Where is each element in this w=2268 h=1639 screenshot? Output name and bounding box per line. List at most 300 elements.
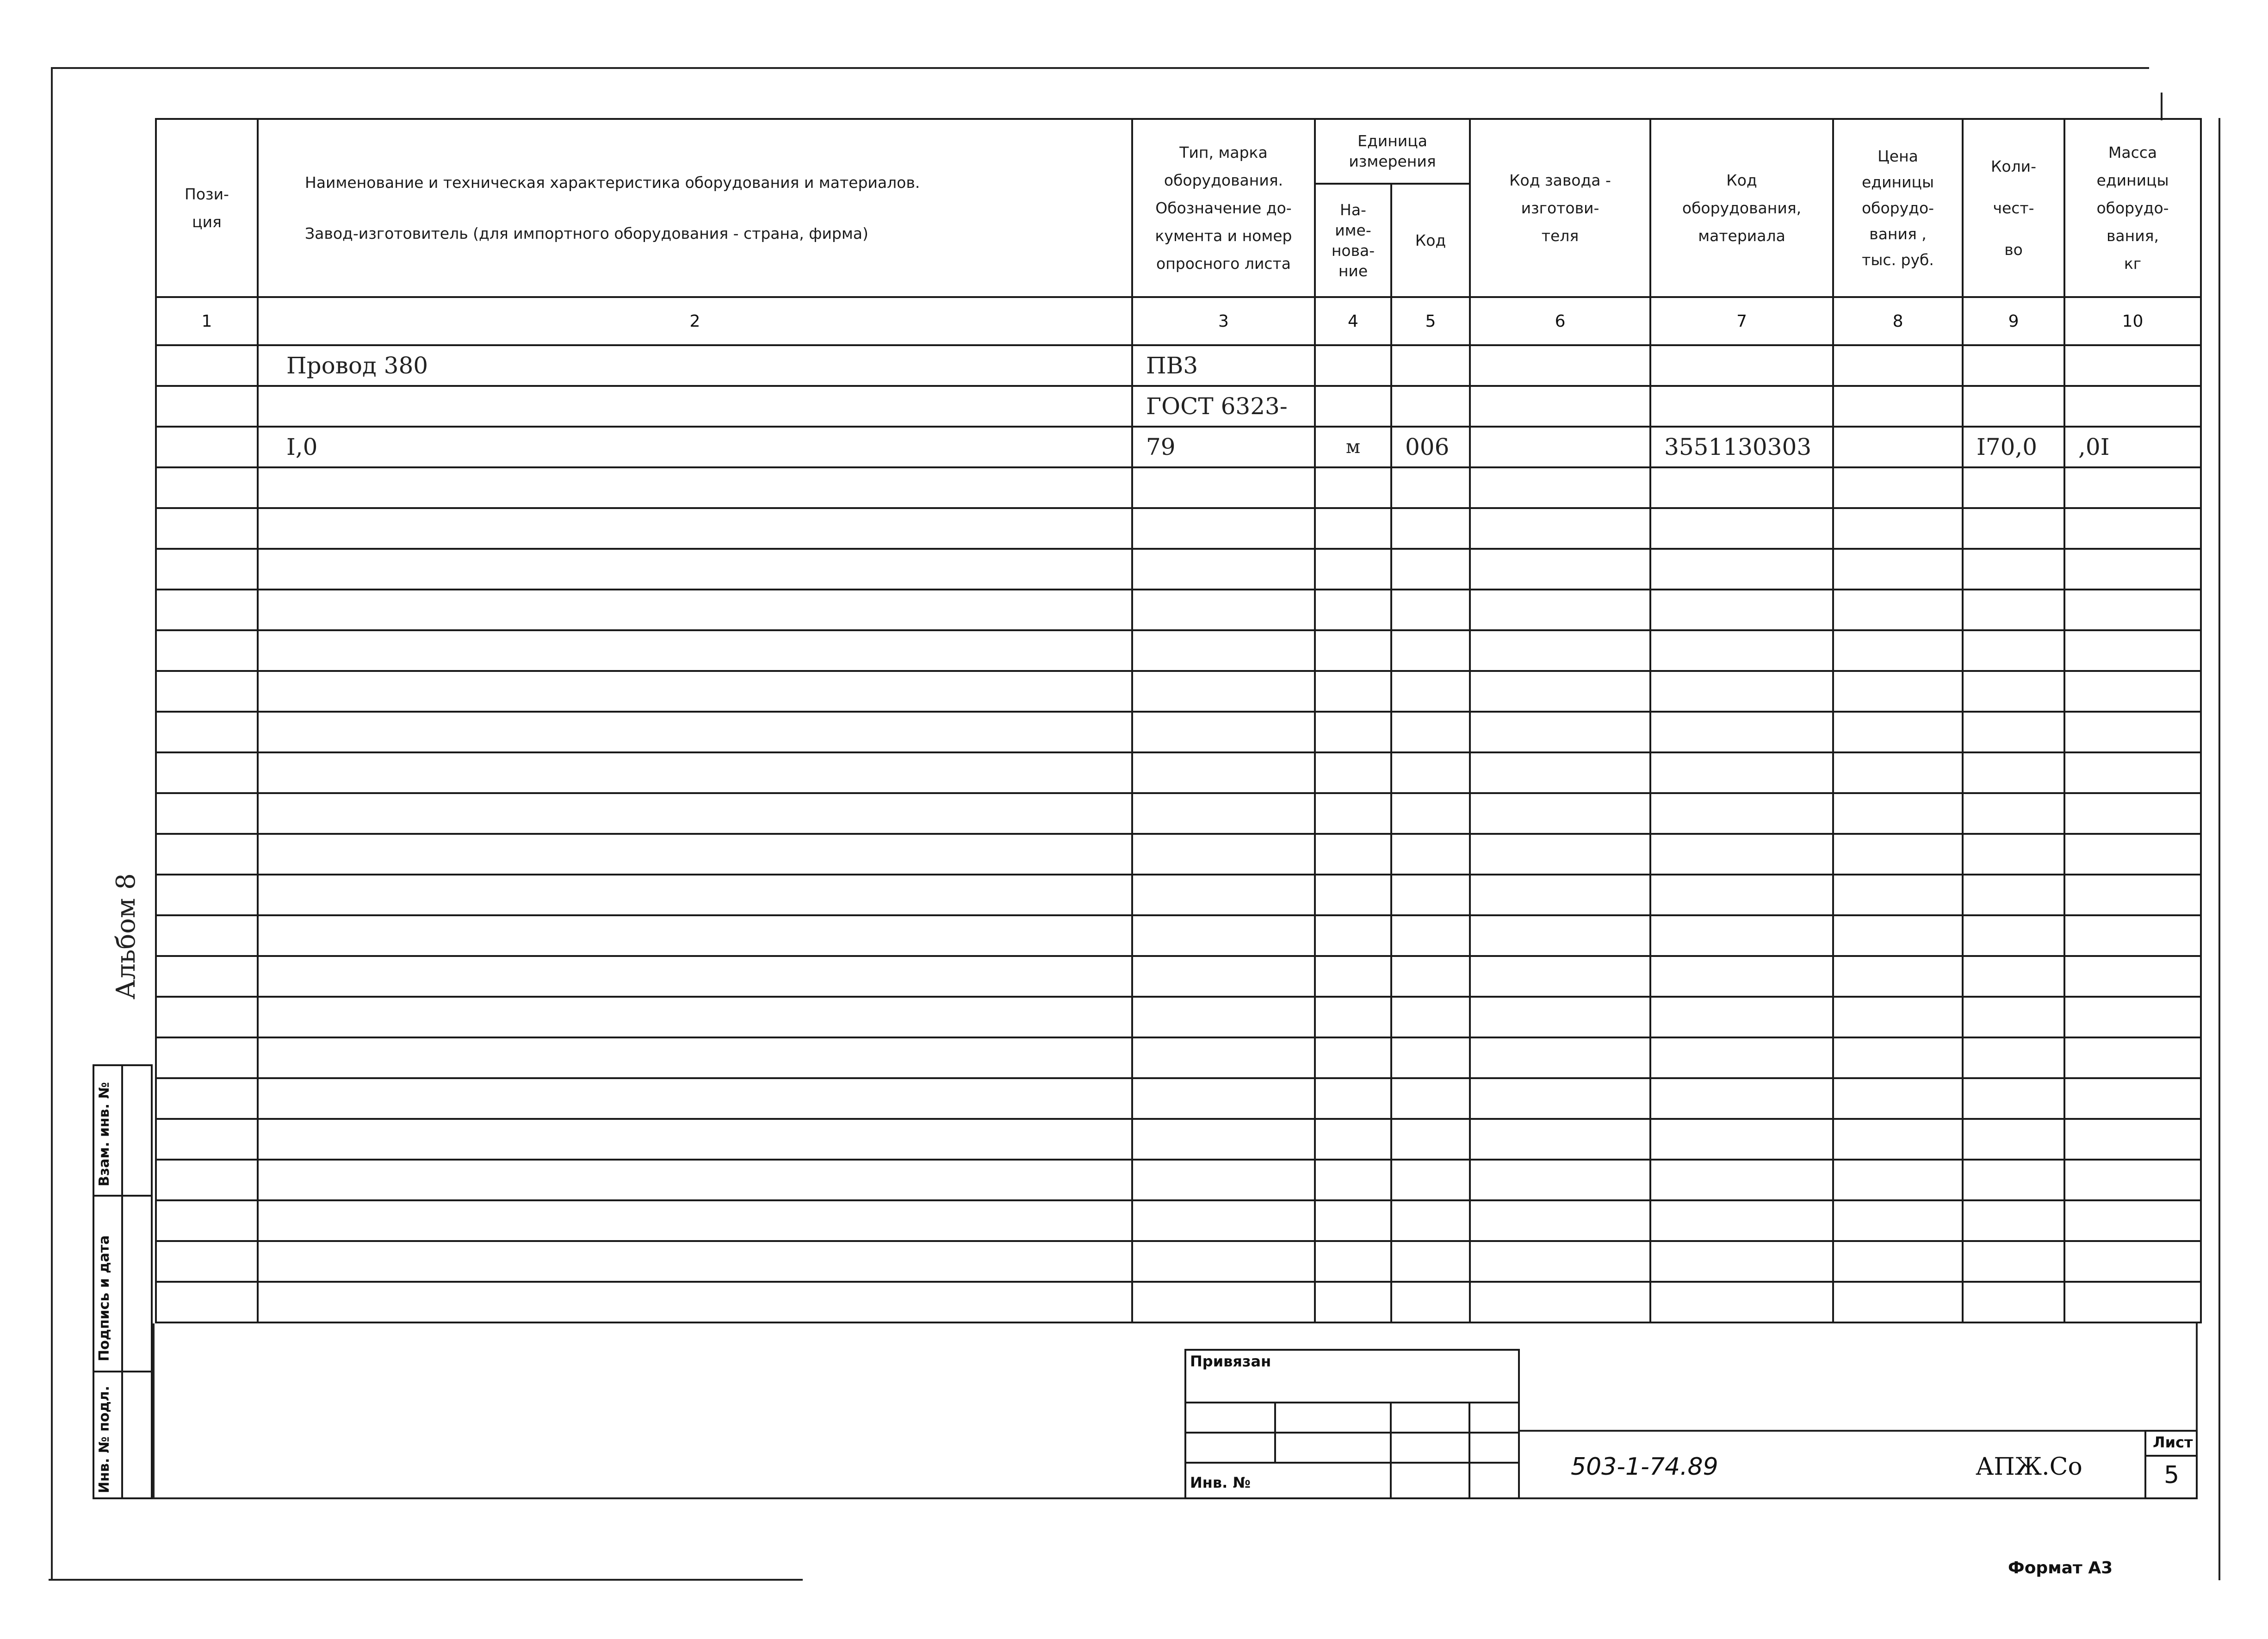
header-position: [156, 119, 258, 297]
cell-quantity: [1963, 345, 2064, 386]
empty-cell: [156, 467, 258, 508]
empty-cell: [1650, 1282, 1833, 1322]
empty-cell: [156, 590, 258, 630]
empty-cell: [1470, 712, 1650, 752]
empty-cell: [156, 1078, 258, 1119]
empty-cell: [2064, 1160, 2201, 1200]
empty-cell: [1833, 590, 1963, 630]
empty-cell: [2064, 834, 2201, 875]
empty-cell: [156, 1241, 258, 1282]
stamp-cell-signature-date-label: Подпись и дата: [96, 1235, 112, 1361]
cell-position: [156, 386, 258, 427]
empty-cell: [1391, 712, 1470, 752]
side-stamp-block: [93, 1064, 153, 1499]
empty-cell: [1650, 549, 1833, 590]
column-number: 4: [1315, 297, 1391, 345]
empty-cell: [1132, 590, 1315, 630]
empty-cell: [2064, 1200, 2201, 1241]
binding-label: Привязан: [1190, 1353, 1271, 1370]
column-number: 5: [1391, 297, 1470, 345]
cell-unit: м: [1315, 427, 1391, 467]
empty-cell: [1132, 1200, 1315, 1241]
empty-cell: [156, 752, 258, 793]
empty-cell: [258, 549, 1132, 590]
cell-unit: [1315, 386, 1391, 427]
empty-cell: [1470, 1078, 1650, 1119]
table-row: [156, 834, 2201, 875]
header-text: кг: [2124, 254, 2142, 273]
sheet-label: Лист: [2153, 1434, 2193, 1451]
empty-cell: [1650, 467, 1833, 508]
empty-cell: [1470, 752, 1650, 793]
empty-cell: [2064, 1119, 2201, 1160]
empty-cell: [156, 1037, 258, 1078]
empty-cell: [258, 712, 1132, 752]
empty-cell: [1963, 630, 2064, 671]
empty-cell: [1391, 1160, 1470, 1200]
header-text: На-: [1340, 200, 1366, 219]
header-name: [258, 119, 1132, 297]
empty-cell: [1315, 752, 1391, 793]
column-number: 6: [1470, 297, 1650, 345]
empty-cell: [1470, 1282, 1650, 1322]
empty-cell: [258, 590, 1132, 630]
empty-cell: [1470, 630, 1650, 671]
cell-price: [1833, 427, 1963, 467]
cell-position: [156, 427, 258, 467]
empty-cell: [258, 508, 1132, 549]
empty-cell: [156, 875, 258, 915]
empty-cell: [1833, 712, 1963, 752]
document-code: АПЖ.Со: [1976, 1453, 2082, 1481]
header-type: [1132, 119, 1315, 297]
cell-quantity: I70,0: [1963, 427, 2064, 467]
stamp-cell-replace-inv-label: Взам. инв. №: [96, 1082, 112, 1186]
empty-cell: [258, 467, 1132, 508]
empty-cell: [1132, 1241, 1315, 1282]
table-row: [156, 386, 2201, 427]
frame-left-line: [51, 67, 53, 1580]
stamp-strip-top-line: [1520, 1430, 2198, 1432]
empty-cell: [1650, 834, 1833, 875]
cell-unit-code: [1391, 345, 1470, 386]
header-text: оборудо-: [1861, 199, 1934, 217]
empty-cell: [1833, 1037, 1963, 1078]
binding-col-line: [1390, 1402, 1392, 1497]
empty-cell: [156, 1119, 258, 1160]
empty-cell: [258, 1160, 1132, 1200]
frame-top-line: [51, 67, 2149, 69]
empty-cell: [156, 671, 258, 712]
header-unit-code: Код: [1391, 184, 1470, 297]
empty-cell: [1132, 630, 1315, 671]
table-row: [156, 630, 2201, 671]
empty-cell: [258, 630, 1132, 671]
table-row: [156, 1078, 2201, 1119]
empty-cell: [1315, 508, 1391, 549]
empty-cell: [1315, 1160, 1391, 1200]
binding-col-line: [1469, 1402, 1470, 1497]
header-text: единицы: [2096, 171, 2169, 189]
sheet-number-box: [2144, 1430, 2198, 1499]
frame-right-line: [2218, 118, 2220, 1580]
empty-cell: [258, 956, 1132, 997]
empty-cell: [2064, 590, 2201, 630]
empty-cell: [1833, 915, 1963, 956]
empty-cell: [258, 1241, 1132, 1282]
empty-cell: [1963, 1078, 2064, 1119]
header-text: опросного листа: [1156, 254, 1291, 273]
empty-cell: [1963, 997, 2064, 1037]
empty-cell: [1391, 875, 1470, 915]
empty-cell: [1963, 508, 2064, 549]
column-number: 7: [1650, 297, 1833, 345]
column-number: 10: [2064, 297, 2201, 345]
empty-cell: [1833, 508, 1963, 549]
empty-cell: [2064, 712, 2201, 752]
empty-cell: [1315, 712, 1391, 752]
empty-cell: [1132, 712, 1315, 752]
header-unit-group: Единица измерения: [1315, 119, 1470, 184]
header-quantity: [1963, 119, 2064, 297]
empty-cell: [1833, 1119, 1963, 1160]
empty-cell: [2064, 630, 2201, 671]
empty-cell: [1315, 997, 1391, 1037]
table-row: [156, 427, 2201, 467]
header-text: единицы: [1861, 173, 1934, 191]
header-price: [1833, 119, 1963, 297]
header-mass: [2064, 119, 2201, 297]
empty-cell: [1650, 1160, 1833, 1200]
header-text: теля: [1541, 226, 1579, 245]
empty-cell: [1963, 1037, 2064, 1078]
empty-cell: [156, 793, 258, 834]
empty-cell: [1391, 834, 1470, 875]
table-row: [156, 997, 2201, 1037]
empty-cell: [1132, 752, 1315, 793]
empty-cell: [1391, 590, 1470, 630]
bottom-area-base-line: [153, 1497, 2198, 1499]
header-text: Обозначение до-: [1155, 199, 1292, 217]
header-text: нова-: [1331, 241, 1375, 260]
empty-cell: [1470, 875, 1650, 915]
cell-factory-code: [1470, 427, 1650, 467]
table-row: [156, 549, 2201, 590]
empty-cell: [1470, 549, 1650, 590]
header-equipment-code: [1650, 119, 1833, 297]
empty-cell: [1833, 467, 1963, 508]
empty-cell: [1132, 671, 1315, 712]
empty-cell: [2064, 752, 2201, 793]
empty-cell: [1833, 549, 1963, 590]
empty-cell: [1470, 834, 1650, 875]
table-row: [156, 712, 2201, 752]
empty-cell: [1650, 1037, 1833, 1078]
empty-cell: [1650, 590, 1833, 630]
empty-cell: [1963, 1160, 2064, 1200]
empty-cell: [1963, 834, 2064, 875]
empty-cell: [1963, 915, 2064, 956]
empty-cell: [1833, 875, 1963, 915]
empty-cell: [1132, 549, 1315, 590]
table-body: [156, 345, 2201, 1322]
header-text: оборудо-: [2096, 199, 2169, 217]
empty-cell: [1833, 671, 1963, 712]
empty-cell: [1470, 671, 1650, 712]
header-text: име-: [1335, 221, 1371, 239]
paper-format-label: Формат А3: [2008, 1558, 2113, 1577]
empty-cell: [258, 752, 1132, 793]
table-row: [156, 915, 2201, 956]
cell-type: ГОСТ 6323-: [1132, 386, 1315, 427]
empty-cell: [1391, 1078, 1470, 1119]
table-row: [156, 956, 2201, 997]
empty-cell: [1315, 1078, 1391, 1119]
empty-cell: [156, 549, 258, 590]
empty-cell: [2064, 1282, 2201, 1322]
column-number: 8: [1833, 297, 1963, 345]
empty-cell: [1315, 875, 1391, 915]
empty-cell: [1470, 793, 1650, 834]
header-text: во: [2004, 240, 2023, 259]
header-text: Наименование и техническая характеристика оборудования и материалов.: [305, 173, 920, 192]
empty-cell: [1315, 590, 1391, 630]
empty-cell: [2064, 508, 2201, 549]
empty-cell: [1132, 793, 1315, 834]
empty-cell: [1391, 1119, 1470, 1160]
header-text: Код завода -: [1509, 171, 1611, 189]
empty-cell: [1963, 793, 2064, 834]
empty-cell: [1391, 630, 1470, 671]
header-factory-code: [1470, 119, 1650, 297]
empty-cell: [1470, 915, 1650, 956]
empty-cell: [1470, 1200, 1650, 1241]
cell-factory-code: [1470, 345, 1650, 386]
cell-unit-code: 006: [1391, 427, 1470, 467]
empty-cell: [2064, 549, 2201, 590]
empty-cell: [258, 1037, 1132, 1078]
empty-cell: [1315, 956, 1391, 997]
sheet-number: 5: [2164, 1461, 2180, 1489]
empty-cell: [1470, 956, 1650, 997]
cell-type: 79: [1132, 427, 1315, 467]
empty-cell: [1315, 834, 1391, 875]
cell-unit-code: [1391, 386, 1470, 427]
binding-block: [1184, 1349, 1520, 1499]
cell-price: [1833, 386, 1963, 427]
cell-price: [1833, 345, 1963, 386]
empty-cell: [1963, 1119, 2064, 1160]
empty-cell: [1470, 467, 1650, 508]
empty-cell: [1963, 590, 2064, 630]
table-row: [156, 1037, 2201, 1078]
table-row: [156, 1282, 2201, 1322]
empty-cell: [1315, 793, 1391, 834]
header-text: материала: [1698, 226, 1785, 245]
cell-mass: [2064, 386, 2201, 427]
cell-mass: [2064, 345, 2201, 386]
header-text: кумента и номер: [1155, 226, 1292, 245]
empty-cell: [1833, 997, 1963, 1037]
empty-cell: [1650, 1241, 1833, 1282]
empty-cell: [1833, 793, 1963, 834]
empty-cell: [1391, 915, 1470, 956]
empty-cell: [1315, 671, 1391, 712]
empty-cell: [258, 915, 1132, 956]
empty-cell: [1391, 549, 1470, 590]
empty-cell: [1470, 590, 1650, 630]
empty-cell: [1963, 1282, 2064, 1322]
empty-cell: [2064, 671, 2201, 712]
cell-position: [156, 345, 258, 386]
cell-name: Провод 380: [258, 345, 1132, 386]
empty-cell: [1391, 1200, 1470, 1241]
empty-cell: [1315, 1282, 1391, 1322]
cell-unit: [1315, 345, 1391, 386]
stamp-cell-original-inv-label: Инв. № подл.: [96, 1385, 112, 1493]
empty-cell: [2064, 793, 2201, 834]
table-row: [156, 1241, 2201, 1282]
empty-cell: [258, 793, 1132, 834]
cell-equipment-code: [1650, 345, 1833, 386]
binding-col-line: [1274, 1402, 1276, 1462]
empty-cell: [1470, 997, 1650, 1037]
empty-cell: [1132, 1078, 1315, 1119]
header-text: чест-: [1993, 199, 2034, 217]
empty-cell: [2064, 997, 2201, 1037]
empty-cell: [1391, 1037, 1470, 1078]
empty-cell: [1833, 630, 1963, 671]
header-text: Пози-: [185, 185, 229, 203]
empty-cell: [156, 834, 258, 875]
empty-cell: [1315, 1241, 1391, 1282]
empty-cell: [1391, 508, 1470, 549]
cell-equipment-code: 3551130303: [1650, 427, 1833, 467]
empty-cell: [1963, 875, 2064, 915]
header-text: ние: [1338, 261, 1368, 280]
empty-cell: [1963, 752, 2064, 793]
table-row: [156, 875, 2201, 915]
empty-cell: [156, 915, 258, 956]
empty-cell: [1833, 1282, 1963, 1322]
empty-cell: [156, 1200, 258, 1241]
empty-cell: [1470, 1037, 1650, 1078]
empty-cell: [1963, 549, 2064, 590]
empty-cell: [1650, 875, 1833, 915]
column-number-row: [156, 297, 2201, 345]
empty-cell: [1650, 1119, 1833, 1160]
empty-cell: [1132, 834, 1315, 875]
empty-cell: [1391, 997, 1470, 1037]
empty-cell: [1315, 915, 1391, 956]
empty-cell: [1650, 793, 1833, 834]
empty-cell: [1391, 467, 1470, 508]
header-text: изготови-: [1521, 199, 1599, 217]
empty-cell: [156, 997, 258, 1037]
table-row: [156, 345, 2201, 386]
empty-cell: [1650, 956, 1833, 997]
column-number: 2: [258, 297, 1132, 345]
table-row: [156, 671, 2201, 712]
empty-cell: [1132, 508, 1315, 549]
empty-cell: [1132, 956, 1315, 997]
header-text: вания ,: [1869, 224, 1927, 243]
empty-cell: [2064, 1037, 2201, 1078]
empty-cell: [1315, 1037, 1391, 1078]
table-row: [156, 1160, 2201, 1200]
empty-cell: [258, 1119, 1132, 1160]
empty-cell: [1132, 997, 1315, 1037]
header-text: Завод-изготовитель (для импортного оборудования - страна, фирма): [305, 224, 868, 242]
empty-cell: [1833, 1200, 1963, 1241]
empty-cell: [1963, 712, 2064, 752]
sheet-box-divider: [2146, 1455, 2196, 1457]
empty-cell: [1315, 1200, 1391, 1241]
specification-table: [155, 118, 2202, 1323]
stamp-divider: [121, 1066, 123, 1497]
empty-cell: [156, 956, 258, 997]
empty-cell: [1650, 508, 1833, 549]
empty-cell: [1470, 508, 1650, 549]
frame-bottom-line: [49, 1579, 803, 1581]
header-text: Код: [1726, 171, 1757, 189]
empty-cell: [1315, 467, 1391, 508]
empty-cell: [1132, 467, 1315, 508]
empty-cell: [2064, 875, 2201, 915]
header-text: ция: [192, 212, 222, 231]
header-text: тыс. руб.: [1862, 250, 1934, 269]
empty-cell: [258, 875, 1132, 915]
empty-cell: [1650, 752, 1833, 793]
empty-cell: [1963, 467, 2064, 508]
empty-cell: [1650, 915, 1833, 956]
empty-cell: [2064, 915, 2201, 956]
cell-equipment-code: [1650, 386, 1833, 427]
empty-cell: [1650, 1200, 1833, 1241]
header-text: Тип, марка: [1179, 143, 1268, 161]
empty-cell: [1391, 1241, 1470, 1282]
empty-cell: [156, 1282, 258, 1322]
document-number: 503-1-74.89: [1571, 1453, 1718, 1481]
empty-cell: [1315, 630, 1391, 671]
header-text: вания,: [2106, 226, 2159, 245]
empty-cell: [258, 1282, 1132, 1322]
table-row: [156, 1200, 2201, 1241]
table-row: [156, 508, 2201, 549]
empty-cell: [2064, 1078, 2201, 1119]
header-unit-name: [1315, 184, 1391, 297]
empty-cell: [1470, 1119, 1650, 1160]
cell-name: I,0: [258, 427, 1132, 467]
empty-cell: [1833, 956, 1963, 997]
empty-cell: [1132, 1282, 1315, 1322]
table-row: [156, 752, 2201, 793]
empty-cell: [1391, 1282, 1470, 1322]
frame-right-tick: [2161, 93, 2163, 120]
cell-factory-code: [1470, 386, 1650, 427]
table-row: [156, 793, 2201, 834]
cell-mass: ,0I: [2064, 427, 2201, 467]
empty-cell: [156, 1160, 258, 1200]
empty-cell: [1391, 956, 1470, 997]
header-text: оборудования.: [1164, 171, 1283, 189]
table-row: [156, 1119, 2201, 1160]
header-text: Коли-: [1990, 157, 2037, 175]
empty-cell: [1315, 1119, 1391, 1160]
empty-cell: [258, 671, 1132, 712]
empty-cell: [2064, 956, 2201, 997]
inv-label: Инв. №: [1190, 1474, 1251, 1491]
